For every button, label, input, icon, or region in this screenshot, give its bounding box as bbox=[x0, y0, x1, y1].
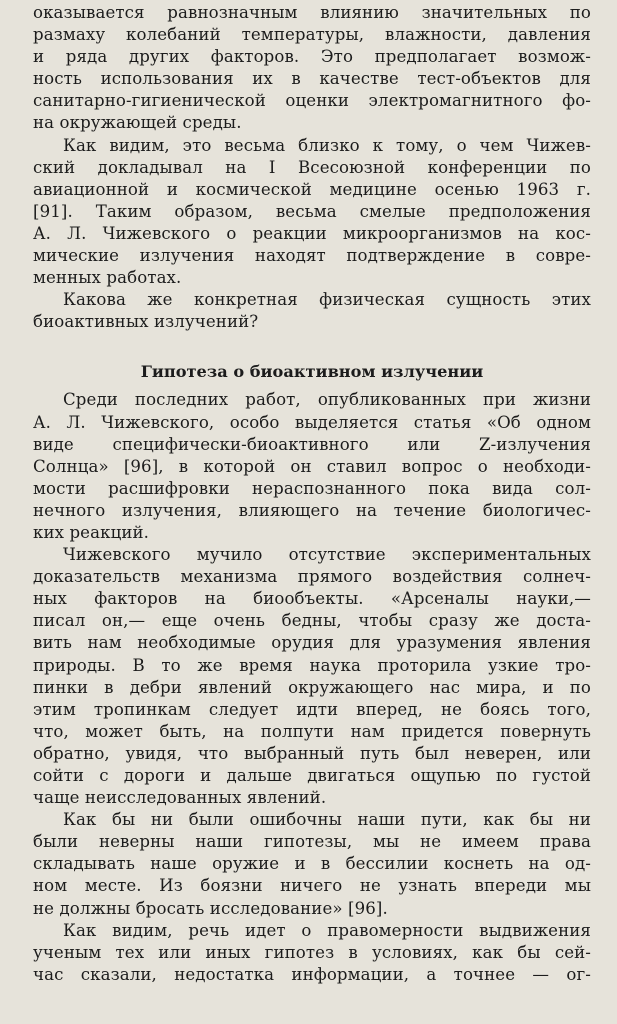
paragraph-3 bbox=[33, 289, 591, 333]
text-line: Среди последних работ, опубликованных при жизни bbox=[63, 390, 591, 410]
text-line: оказывается равнозначным влиянию значительных по bbox=[33, 3, 591, 22]
text-line: час сказали, недостатка информации, а точнее — ог- bbox=[33, 964, 591, 984]
text-line: Как видим, речь идет о правомерности выдвижения bbox=[63, 920, 591, 940]
text-line: санитарно-гигиенической оценки электромагнитного фо- bbox=[33, 91, 591, 111]
text-line: Какова же конкретная физическая сущность этих bbox=[63, 290, 591, 310]
paragraph-2 bbox=[33, 135, 591, 290]
text-line: ский докладывал на I Всесоюзной конференции по bbox=[33, 157, 591, 177]
text-line: мости расшифровки нераспознанного пока вида сол- bbox=[33, 478, 591, 498]
text-line: А. Л. Чижевского, особо выделяется статья «Об одном bbox=[33, 412, 591, 432]
text-line: и ряда других факторов. Это предполагает возмож- bbox=[33, 47, 591, 67]
text-line: на окружающей среды. bbox=[33, 113, 242, 133]
text-line: Солнца» [96], в которой он ставил вопрос о необходи- bbox=[33, 456, 591, 476]
text-line: А. Л. Чижевского о реакции микроорганизмов на кос- bbox=[33, 223, 591, 243]
text-line: ность использования их в качестве тест-объектов для bbox=[33, 69, 591, 89]
text-line: не должны бросать исследование» [96]. bbox=[33, 898, 388, 918]
text-line: писал он,— еще очень бедны, чтобы сразу же доста- bbox=[33, 611, 591, 631]
text-line: ном месте. Из боязни ничего не узнать впереди мы bbox=[33, 876, 591, 896]
paragraph-6 bbox=[33, 809, 591, 919]
paragraph-4 bbox=[33, 389, 591, 544]
text-line: складывать наше оружие и в бессилии коснеть на од- bbox=[33, 854, 591, 874]
text-line: ученым тех или иных гипотез в условиях, как бы сей- bbox=[33, 942, 591, 962]
text-line: [91]. Таким образом, весьма смелые предположения bbox=[33, 201, 591, 221]
text-line: виде специфически-биоактивного или Z-излучения bbox=[33, 434, 591, 454]
text-line: природы. В то же время наука проторила узкие тро- bbox=[33, 655, 591, 675]
text-line: размаху колебаний температуры, влажности, давления bbox=[33, 25, 591, 45]
text-line: авиационной и космической медицине осенью 1963 г. bbox=[33, 179, 591, 199]
paragraph-5 bbox=[33, 544, 591, 809]
text-line: биоактивных излучений? bbox=[33, 312, 259, 332]
section-gap bbox=[33, 333, 591, 355]
text-line: менных работах. bbox=[33, 268, 182, 288]
text-line: этим тропинкам следует идти вперед, не боясь того, bbox=[33, 699, 591, 719]
text-line: были неверны наши гипотезы, мы не имеем права bbox=[33, 832, 591, 852]
text-line: нечного излучения, влияющего на течение биологичес- bbox=[33, 500, 591, 520]
text-line: что, может быть, на полпути нам придется повернуть bbox=[33, 721, 591, 741]
section-heading: Гипотеза о биоактивном излучении bbox=[140, 362, 484, 382]
text-line: мические излучения находят подтверждение в совре- bbox=[33, 246, 591, 266]
text-line: пинки в дебри явлений окружающего нас мира, и по bbox=[33, 677, 591, 697]
text-line: Чижевского мучило отсутствие экспериментальных bbox=[63, 545, 591, 565]
text-line: сойти с дороги и дальше двигаться ощупью по густой bbox=[33, 766, 591, 785]
paragraph-7 bbox=[33, 920, 591, 986]
text-line: ких реакций. bbox=[33, 522, 150, 542]
text-line: Как видим, это весьма близко к тому, о чем Чижев- bbox=[63, 135, 591, 155]
text-line: ных факторов на биообъекты. «Арсеналы науки,— bbox=[33, 589, 591, 609]
text-line: доказательств механизма прямого воздействия солнеч- bbox=[33, 567, 591, 587]
text-line: обратно, увидя, что выбранный путь был неверен, или bbox=[33, 743, 591, 763]
text-line: вить нам необходимые орудия для уразумения явления bbox=[33, 633, 591, 653]
text-line: Как бы ни были ошибочны наши пути, как бы ни bbox=[63, 810, 591, 830]
text-line: чаще неисследованных явлений. bbox=[33, 788, 327, 808]
paragraph-1 bbox=[33, 2, 591, 135]
